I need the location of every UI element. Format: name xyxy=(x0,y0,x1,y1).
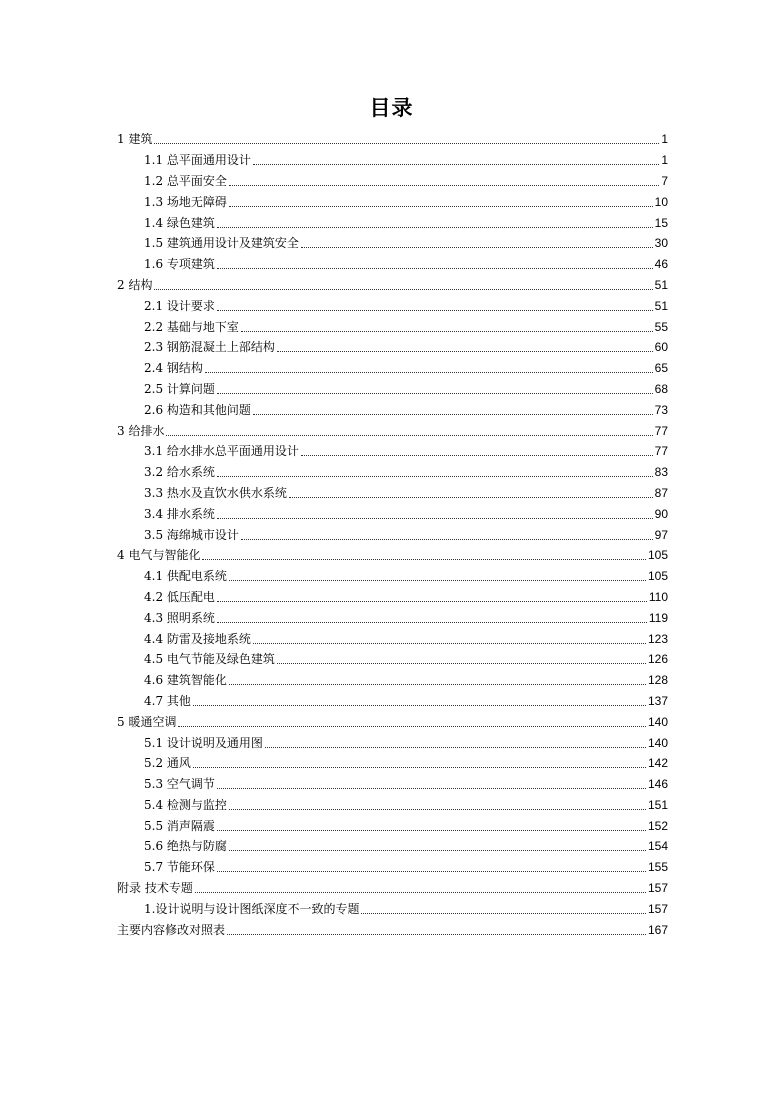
toc-entry-label: 5.3 空气调节 xyxy=(144,777,215,792)
dot-leader xyxy=(229,197,653,207)
toc-entry-label: 2.5 计算问题 xyxy=(144,381,215,396)
toc-entry[interactable] xyxy=(117,275,668,296)
dot-leader xyxy=(154,280,652,290)
toc-entry[interactable] xyxy=(117,566,668,587)
dot-leader xyxy=(195,883,646,893)
toc-entry-label: 4.1 供配电系统 xyxy=(144,569,227,584)
toc-entry-label: 1.4 绿色建筑 xyxy=(144,215,215,230)
toc-entry-page-number: 65 xyxy=(654,361,668,376)
toc-entry[interactable] xyxy=(117,815,668,836)
toc-entry-label: 5 暖通空调 xyxy=(117,714,177,729)
dot-leader xyxy=(217,592,647,602)
toc-entry-page-number: 90 xyxy=(654,506,668,521)
toc-entry-label: 4.5 电气节能及绿色建筑 xyxy=(144,652,275,667)
toc-entry-page-number: 1 xyxy=(661,153,668,168)
dot-leader xyxy=(193,758,646,768)
toc-entry-label: 5.5 消声隔震 xyxy=(144,818,215,833)
toc-entry-label: 3.2 给水系统 xyxy=(144,465,215,480)
toc-entry-label: 3.4 排水系统 xyxy=(144,506,215,521)
toc-entry-label: 3.3 热水及直饮水供水系统 xyxy=(144,485,287,500)
dot-leader xyxy=(229,571,646,581)
toc-entry[interactable] xyxy=(117,545,668,566)
toc-entry-label: 2 结构 xyxy=(117,277,153,292)
dot-leader xyxy=(301,238,653,248)
dot-leader xyxy=(217,301,653,311)
toc-entry-page-number: 157 xyxy=(647,901,668,916)
toc-entry-page-number: 46 xyxy=(654,257,668,272)
toc-entry-page-number: 7 xyxy=(661,173,668,188)
toc-entry-label: 4 电气与智能化 xyxy=(117,548,201,563)
toc-entry-page-number: 137 xyxy=(647,693,668,708)
dot-leader xyxy=(277,342,653,352)
toc-entry[interactable] xyxy=(117,379,668,400)
dot-leader xyxy=(253,405,653,415)
toc-entry-page-number: 126 xyxy=(647,652,668,667)
toc-entry[interactable] xyxy=(117,254,668,275)
toc-entry-page-number: 105 xyxy=(647,548,668,563)
dot-leader xyxy=(253,155,659,165)
toc-entry[interactable] xyxy=(117,774,668,795)
dot-leader xyxy=(227,925,646,935)
toc-entry[interactable] xyxy=(117,316,668,337)
toc-entry[interactable] xyxy=(117,919,668,940)
toc-entry-page-number: 10 xyxy=(654,194,668,209)
toc-title: 目录 xyxy=(369,96,414,120)
toc-entry-page-number: 151 xyxy=(647,797,668,812)
toc-entry[interactable] xyxy=(117,524,668,545)
toc-entry-page-number: 55 xyxy=(654,319,668,334)
dot-leader xyxy=(217,218,653,228)
toc-entry[interactable] xyxy=(117,399,668,420)
dot-leader xyxy=(217,509,653,519)
toc-entry-label: 1.5 建筑通用设计及建筑安全 xyxy=(144,236,299,251)
dot-leader xyxy=(202,550,646,560)
toc-entry-page-number: 146 xyxy=(647,777,668,792)
toc-entry-label: 3 给排水 xyxy=(117,423,165,438)
toc-entry[interactable] xyxy=(117,462,668,483)
dot-leader xyxy=(361,904,646,914)
toc-entry[interactable] xyxy=(117,129,668,150)
toc-entry[interactable] xyxy=(117,898,668,919)
toc-entry[interactable] xyxy=(117,150,668,171)
toc-entry-page-number: 51 xyxy=(654,277,668,292)
toc-entry-page-number: 30 xyxy=(654,236,668,251)
toc-entry[interactable] xyxy=(117,670,668,691)
dot-leader xyxy=(217,821,646,831)
toc-entry-page-number: 142 xyxy=(647,756,668,771)
toc-entry-label: 5.7 节能环保 xyxy=(144,860,215,875)
toc-entry-page-number: 83 xyxy=(654,465,668,480)
toc-entry-page-number: 123 xyxy=(647,631,668,646)
toc-entry[interactable] xyxy=(117,337,668,358)
dot-leader xyxy=(229,841,646,851)
toc-entry[interactable] xyxy=(117,649,668,670)
dot-leader xyxy=(178,717,646,727)
toc-entry-label: 4.7 其他 xyxy=(144,693,191,708)
dot-leader xyxy=(253,634,646,644)
toc-entry-label: 主要内容修改对照表 xyxy=(117,922,226,937)
toc-entry[interactable] xyxy=(117,191,668,212)
toc-entry-label: 1.1 总平面通用设计 xyxy=(144,153,251,168)
toc-entry[interactable] xyxy=(117,503,668,524)
toc-entry[interactable] xyxy=(117,483,668,504)
toc-entry-page-number: 60 xyxy=(654,340,668,355)
dot-leader xyxy=(154,134,659,144)
toc-entry[interactable] xyxy=(117,836,668,857)
toc-entry-page-number: 77 xyxy=(654,423,668,438)
toc-entry[interactable] xyxy=(117,732,668,753)
toc-entry-label: 5.6 绝热与防腐 xyxy=(144,839,227,854)
toc-entry-label: 1.2 总平面安全 xyxy=(144,173,227,188)
toc-entry[interactable] xyxy=(117,691,668,712)
toc-entry[interactable] xyxy=(117,295,668,316)
toc-entry-label: 2.4 钢结构 xyxy=(144,361,203,376)
dot-leader xyxy=(217,259,653,269)
toc-entry-page-number: 15 xyxy=(654,215,668,230)
dot-leader xyxy=(229,800,646,810)
dot-leader xyxy=(265,738,646,748)
toc-entry-page-number: 87 xyxy=(654,485,668,500)
dot-leader xyxy=(166,426,652,436)
dot-leader xyxy=(217,467,653,477)
toc-entry-page-number: 105 xyxy=(647,569,668,584)
toc-entry[interactable] xyxy=(117,857,668,878)
toc-entry-page-number: 97 xyxy=(654,527,668,542)
toc-entry[interactable] xyxy=(117,420,668,441)
toc-entry-label: 3.5 海绵城市设计 xyxy=(144,527,239,542)
toc-entry-label: 1.3 场地无障碍 xyxy=(144,194,227,209)
dot-leader xyxy=(217,384,653,394)
toc-entry-page-number: 68 xyxy=(654,381,668,396)
toc-entry[interactable] xyxy=(117,711,668,732)
toc-entry[interactable] xyxy=(117,753,668,774)
toc-entry-page-number: 51 xyxy=(654,298,668,313)
toc-entry-label: 5.4 检测与监控 xyxy=(144,797,227,812)
toc-entry[interactable] xyxy=(117,607,668,628)
toc-entry-label: 4.3 照明系统 xyxy=(144,610,215,625)
toc-entry-label: 1.6 专项建筑 xyxy=(144,257,215,272)
toc-entry-page-number: 128 xyxy=(647,673,668,688)
dot-leader xyxy=(301,446,653,456)
dot-leader xyxy=(229,675,646,685)
toc-entry-label: 1 建筑 xyxy=(117,132,153,147)
toc-entry-page-number: 140 xyxy=(647,714,668,729)
toc-entry-page-number: 152 xyxy=(647,818,668,833)
toc-entry-label: 4.2 低压配电 xyxy=(144,589,215,604)
dot-leader xyxy=(217,613,647,623)
dot-leader xyxy=(277,654,646,664)
toc-entry-label: 4.4 防雷及接地系统 xyxy=(144,631,251,646)
toc-entry-page-number: 154 xyxy=(647,839,668,854)
dot-leader xyxy=(289,488,653,498)
toc-entry[interactable] xyxy=(117,358,668,379)
toc-entry-label: 5.1 设计说明及通用图 xyxy=(144,735,263,750)
toc-entry[interactable] xyxy=(117,587,668,608)
toc-entry-label: 2.3 钢筋混凝土上部结构 xyxy=(144,340,275,355)
toc-entry-page-number: 119 xyxy=(648,610,668,625)
dot-leader xyxy=(193,696,646,706)
dot-leader xyxy=(241,530,653,540)
toc-entry-label: 1.设计说明与设计图纸深度不一致的专题 xyxy=(144,901,360,916)
toc-entry-label: 4.6 建筑智能化 xyxy=(144,673,227,688)
toc-entry[interactable] xyxy=(117,233,668,254)
toc-entry-page-number: 155 xyxy=(647,860,668,875)
dot-leader xyxy=(217,779,646,789)
toc-entry-label: 3.1 给水排水总平面通用设计 xyxy=(144,444,299,459)
toc-entry-page-number: 1 xyxy=(661,132,668,147)
toc-entry-label: 2.2 基础与地下室 xyxy=(144,319,239,334)
dot-leader xyxy=(241,322,653,332)
toc-entry[interactable] xyxy=(117,212,668,233)
toc-entry-label: 5.2 通风 xyxy=(144,756,191,771)
toc-entry-page-number: 73 xyxy=(654,402,668,417)
toc-entry-label: 2.1 设计要求 xyxy=(144,298,215,313)
toc-entry-label: 附录 技术专题 xyxy=(117,881,193,896)
dot-leader xyxy=(229,176,659,186)
toc-entry[interactable] xyxy=(117,441,668,462)
toc-entry-page-number: 157 xyxy=(647,881,668,896)
dot-leader xyxy=(205,363,653,373)
toc-entry-page-number: 77 xyxy=(654,444,668,459)
dot-leader xyxy=(217,862,646,872)
toc-entry[interactable] xyxy=(117,171,668,192)
toc-entry-label: 2.6 构造和其他问题 xyxy=(144,402,251,417)
toc-entry[interactable] xyxy=(117,878,668,899)
table-of-contents xyxy=(117,129,668,940)
toc-entry[interactable] xyxy=(117,628,668,649)
toc-entry[interactable] xyxy=(117,795,668,816)
toc-entry-page-number: 167 xyxy=(647,922,668,937)
toc-entry-page-number: 110 xyxy=(648,589,668,604)
toc-entry-page-number: 140 xyxy=(647,735,668,750)
